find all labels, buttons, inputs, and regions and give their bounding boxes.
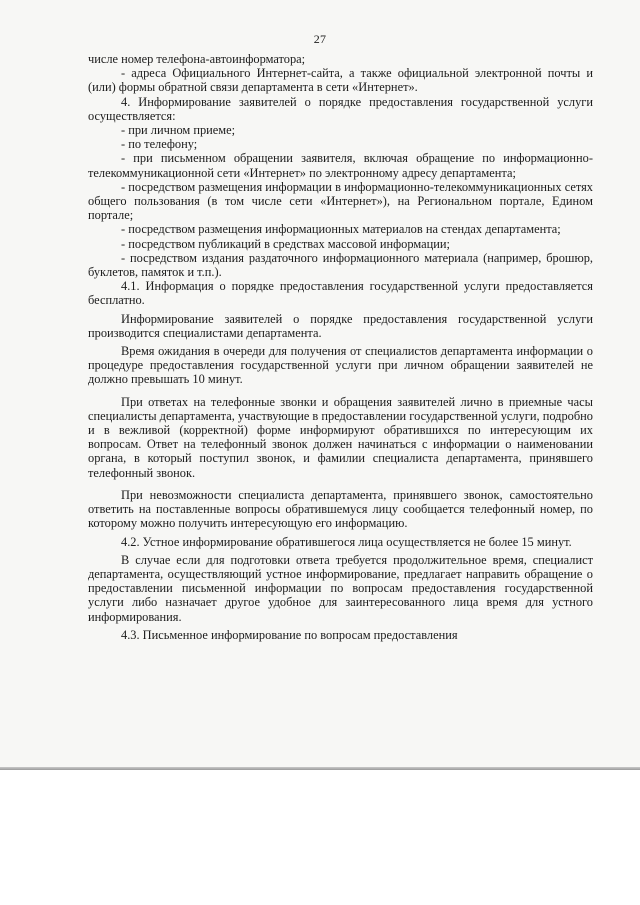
- paragraph: Время ожидания в очереди для получения от специалистов департамента информации о процедуре предоставления государственной услуги при личном обращении заявителей не должно превышать 10 минут.: [88, 344, 593, 387]
- paragraph: - адреса Официального Интернет-сайта, а также официальной электронной почты и (или) формы обратной связи департамента в сети «Интернет».: [88, 66, 593, 95]
- paragraph: - при письменном обращении заявителя, включая обращение по информационно-телекоммуникационной сети «Интернет» по электронному адресу департамента;: [88, 151, 593, 180]
- document-body: [88, 52, 593, 642]
- paragraph: 4.1. Информация о порядке предоставления государственной услуги предоставляется бесплатно.: [88, 279, 593, 308]
- paragraph: - посредством издания раздаточного информационного материала (например, брошюр, буклетов, памяток и т.п.).: [88, 250, 593, 280]
- paragraph: числе номер телефона-автоинформатора;: [88, 52, 306, 66]
- paragraph: Информирование заявителей о порядке предоставления государственной услуги производится специалистами департамента.: [88, 311, 593, 340]
- paragraph: - посредством размещения информационных материалов на стендах департамента;: [121, 222, 561, 237]
- paragraph: 4. Информирование заявителей о порядке предоставления государственной услуги осуществляется:: [88, 94, 593, 123]
- paragraph: - по телефону;: [121, 137, 198, 152]
- paragraph: - посредством размещения информации в информационно-телекоммуникационных сетях общего пользования (в том числе сети «Интернет»), на Региональном портале, Едином портале;: [88, 179, 593, 223]
- page-number: 27: [313, 32, 327, 46]
- paragraph: В случае если для подготовки ответа требуется продолжительное время, специалист департамента, осуществляющий устное информирование, предлагает направить обращение о предоставлении письменной информации по вопросам предоставления государственной услуги либо назначает другое удобное для заинтересованного лица время для устного информирования.: [88, 552, 593, 624]
- paragraph: 4.2. Устное информирование обратившегося лица осуществляется не более 15 минут.: [121, 534, 572, 549]
- paragraph: - при личном приеме;: [121, 123, 236, 138]
- paragraph: При ответах на телефонные звонки и обращения заявителей лично в приемные часы специалисты департамента, участвующие в предоставлении государственной услуги, подробно и в вежливой (корректной) форме информируют обратившихся по интересующим их вопросам. Ответ на телефонный звонок должен начинаться с информации о наименовании органа, в который поступил звонок, и фамилии специалиста департамента, принявшего телефонный звонок.: [88, 394, 593, 480]
- paragraph: 4.3. Письменное информирование по вопросам предоставления: [121, 627, 458, 642]
- paragraph: - посредством публикаций в средствах массовой информации;: [121, 236, 450, 251]
- paragraph: При невозможности специалиста департамента, принявшего звонок, самостоятельно ответить на поставленные вопросы обратившемуся лицу сообщается телефонный номер, по которому можно получить интересующую его информацию.: [88, 487, 593, 531]
- blank-margin: [0, 770, 640, 905]
